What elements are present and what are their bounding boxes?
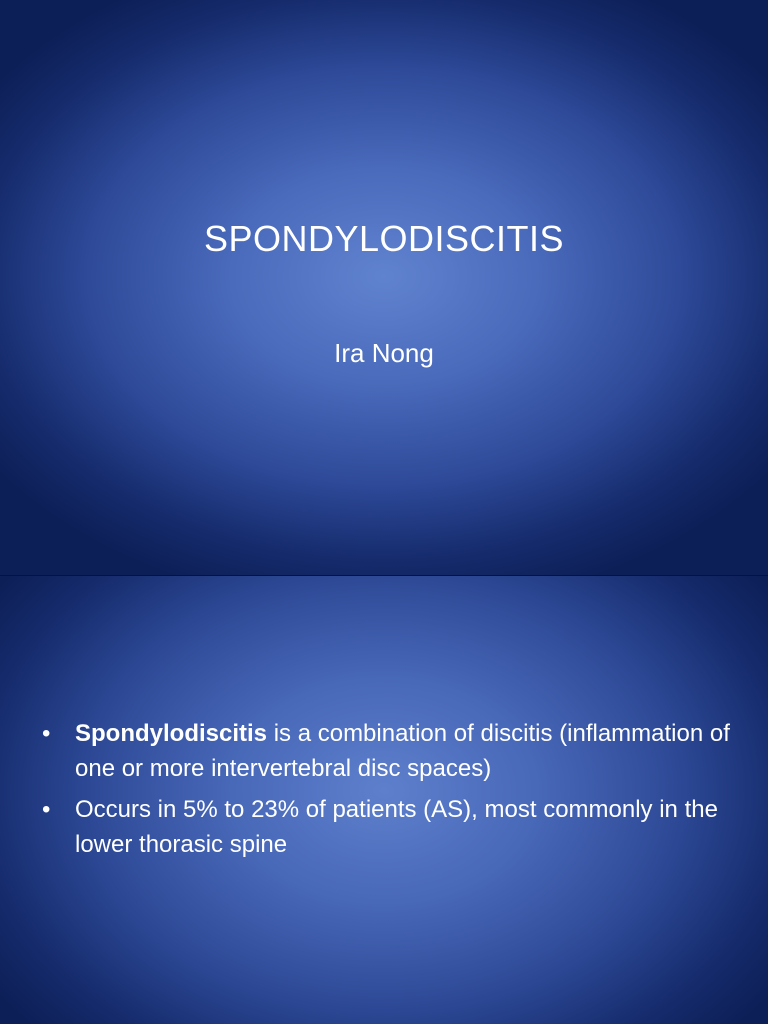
bullet-text: Occurs in 5% to 23% of patients (AS), most commonly in the lower thorasic spine: [75, 796, 718, 858]
bullet-item: [40, 792, 730, 862]
bullet-marker: •: [42, 720, 51, 747]
bullet-item: [40, 716, 730, 786]
bullet-bold-term: Spondylodiscitis: [75, 720, 268, 747]
bullet-list: [40, 716, 730, 868]
bullet-text: is a combination of discitis (inflammation of one or more intervertebral disc spaces): [75, 720, 730, 782]
slide-title: SPONDYLODISCITIS: [203, 218, 565, 259]
bullet-marker: •: [42, 796, 51, 823]
content-slide: [0, 576, 768, 1024]
slide-subtitle-author: Ira Nong: [334, 338, 434, 368]
